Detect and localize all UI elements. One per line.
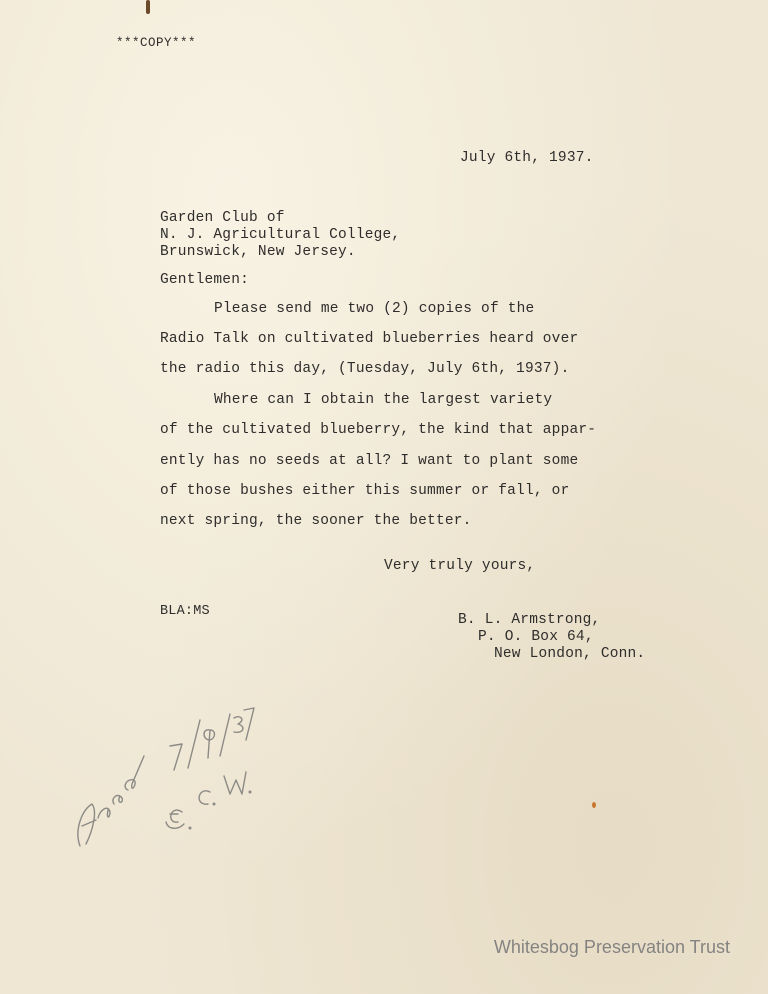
recipient-address bbox=[160, 210, 400, 261]
letter-date: July 6th, 1937. bbox=[460, 150, 594, 166]
complimentary-close: Very truly yours, bbox=[384, 558, 536, 574]
body-line: of the cultivated blueberry, the kind that appar- bbox=[160, 422, 597, 438]
body-line: next spring, the sooner the better. bbox=[160, 513, 472, 529]
signature-line: P. O. Box 64, bbox=[478, 629, 594, 645]
reference-initials: BLA:MS bbox=[160, 604, 210, 619]
salutation: Gentlemen: bbox=[160, 272, 250, 288]
body-line: Where can I obtain the largest variety bbox=[214, 392, 553, 408]
copy-mark: ***COPY*** bbox=[116, 36, 197, 50]
paper-blemish bbox=[592, 802, 596, 808]
watermark: Whitesbog Preservation Trust bbox=[493, 937, 730, 957]
recipient-line: Brunswick, New Jersey. bbox=[160, 244, 356, 260]
paper-blemish bbox=[146, 0, 150, 14]
body-line: of those bushes either this summer or fall, or bbox=[160, 483, 570, 499]
body-line: the radio this day, (Tuesday, July 6th, 1937). bbox=[160, 361, 570, 377]
body-line: Radio Talk on cultivated blueberries heard over bbox=[160, 331, 579, 347]
handwritten-annotation bbox=[70, 700, 280, 860]
signature-line: B. L. Armstrong, bbox=[458, 612, 601, 628]
body-line: ently has no seeds at all? I want to plant some bbox=[160, 453, 579, 469]
recipient-line: Garden Club of bbox=[160, 210, 285, 226]
signature-block bbox=[458, 612, 645, 663]
signature-line: New London, Conn. bbox=[494, 646, 646, 662]
recipient-line: N. J. Agricultural College, bbox=[160, 227, 401, 243]
body-line: Please send me two (2) copies of the bbox=[214, 301, 535, 317]
